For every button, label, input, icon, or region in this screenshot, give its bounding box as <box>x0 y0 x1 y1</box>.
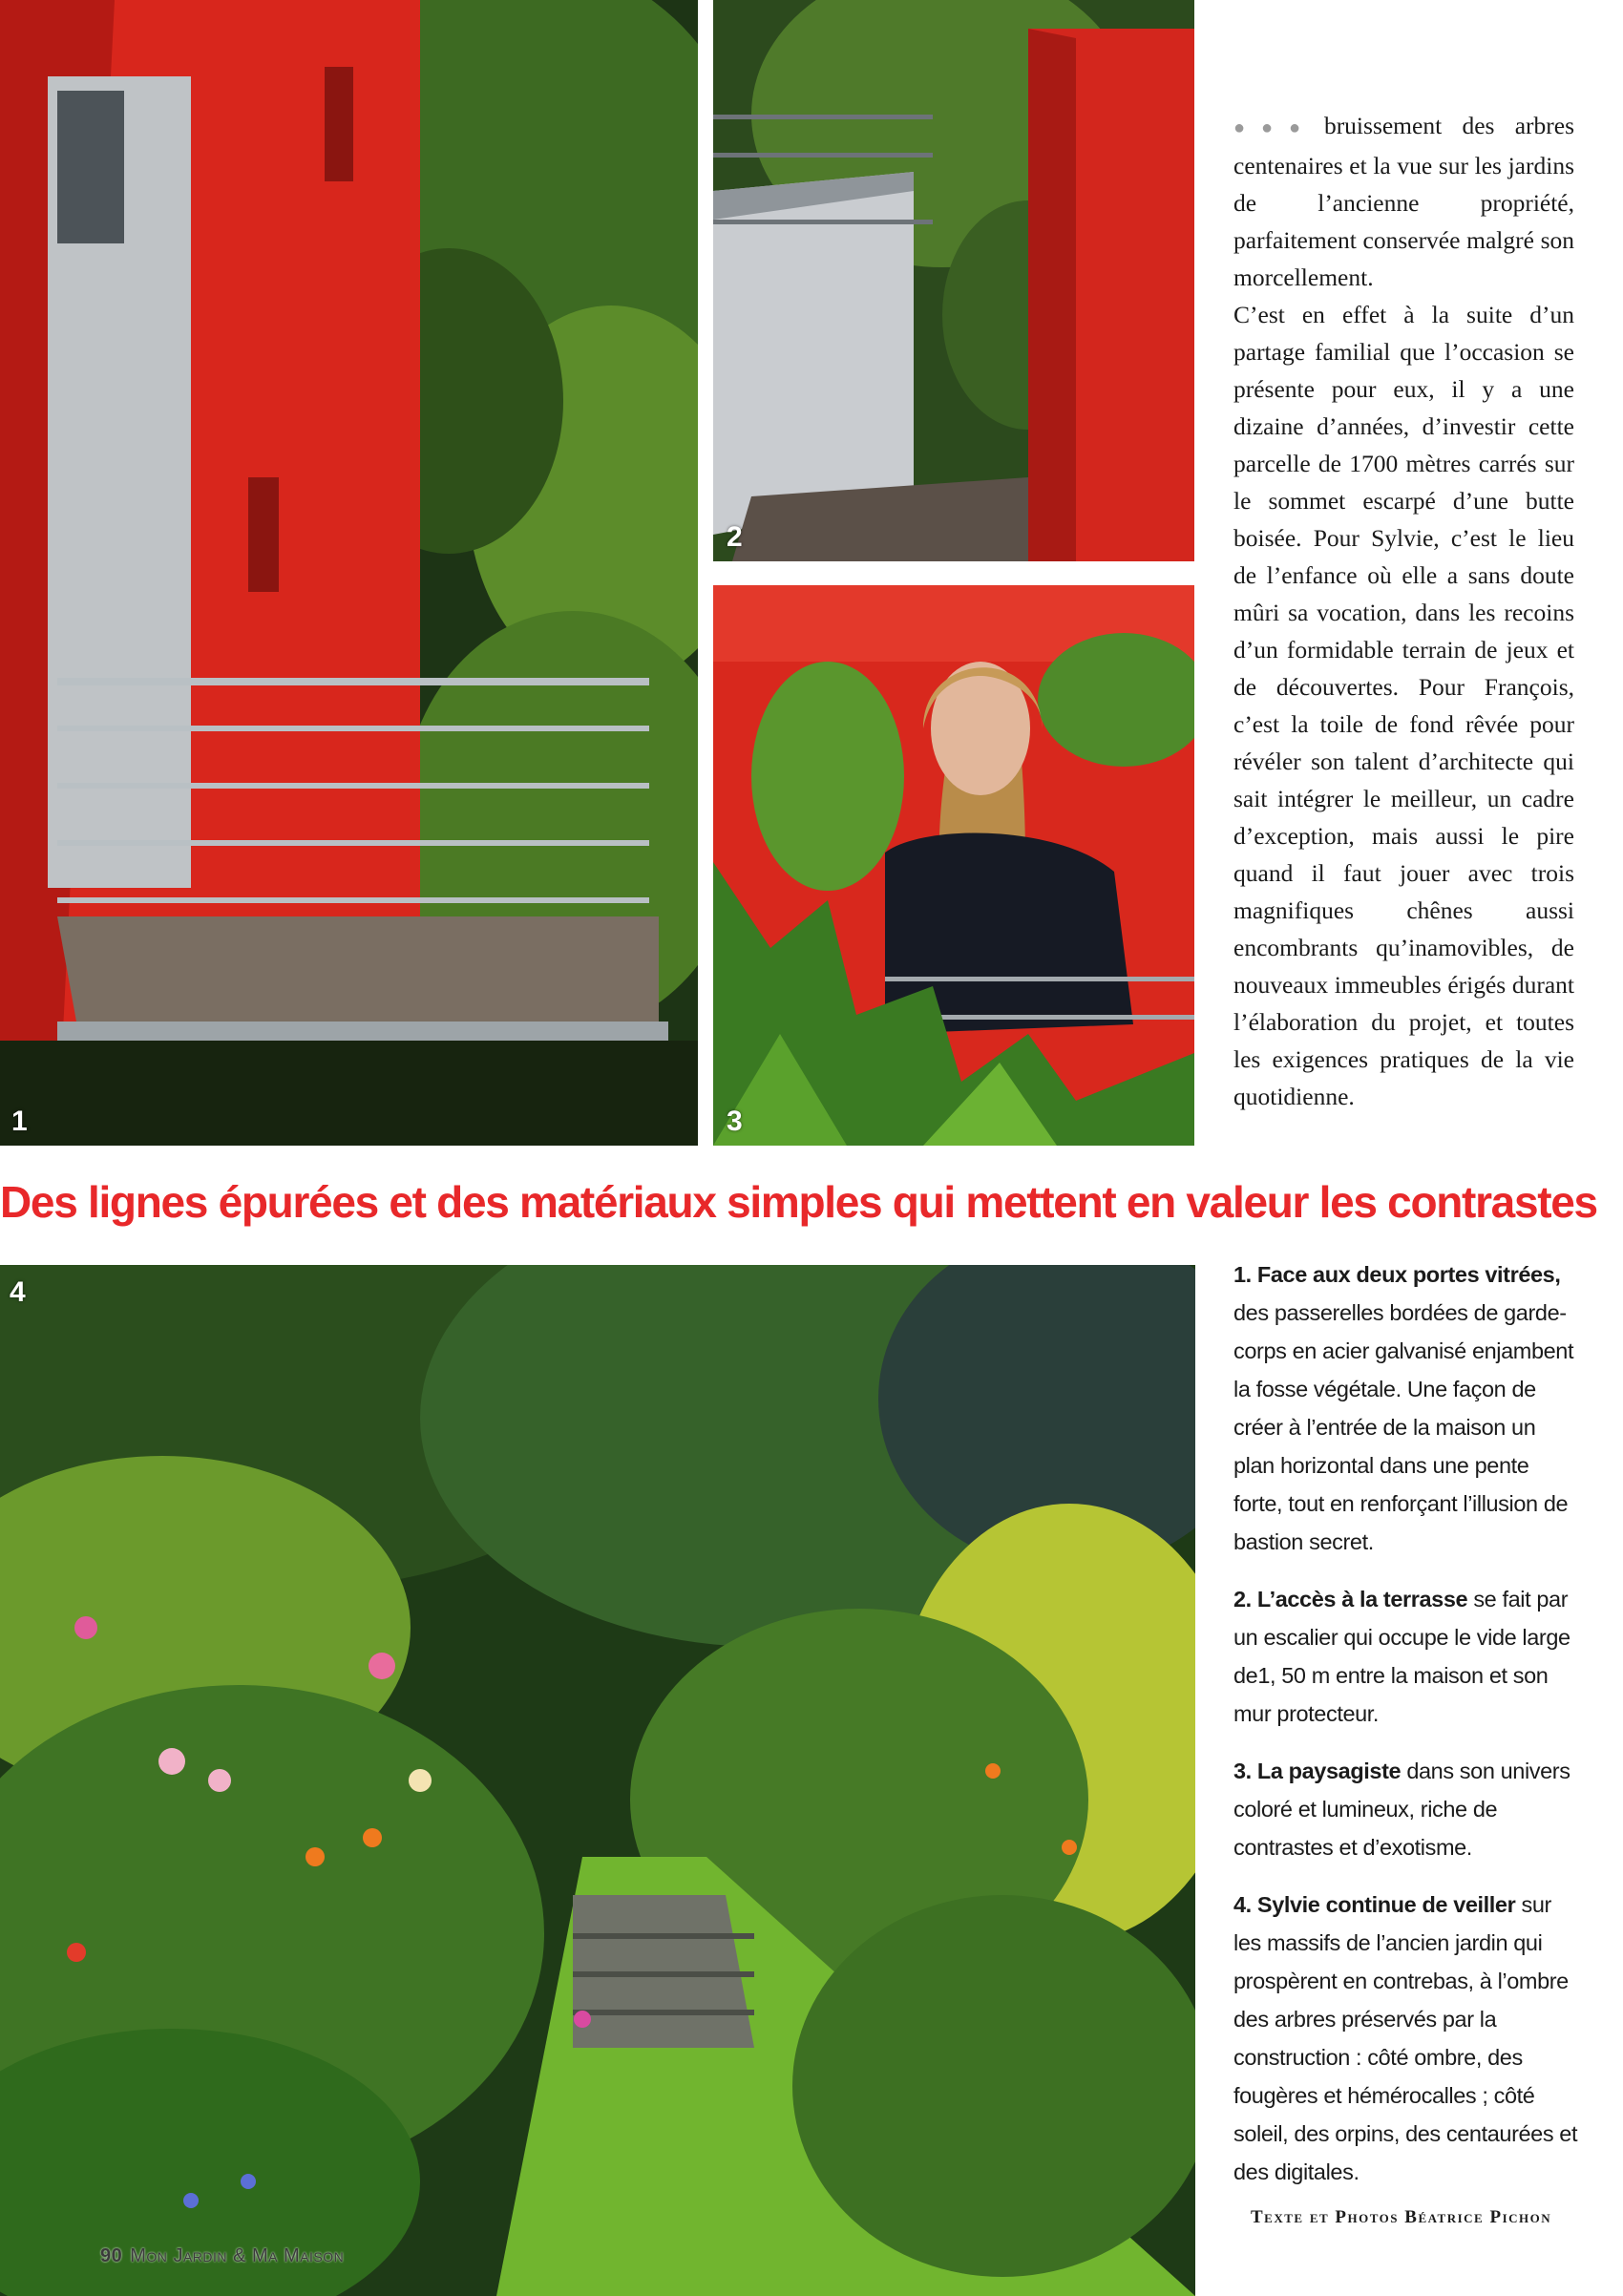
continuation-mark: ●●● <box>1233 117 1317 138</box>
photo-3-portrait <box>713 585 1194 1146</box>
headline: Des lignes épurées et des matériaux simples qui mettent en valeur les contrastes <box>0 1177 1597 1227</box>
photo-credit: Texte et Photos Béatrice Pichon <box>1251 2207 1552 2227</box>
photo-3-number: 3 <box>727 1106 743 1137</box>
page-number: 90 <box>100 2245 123 2266</box>
body-paragraph-1-text: bruissement des arbres centenaires et la vue sur les jardins de l’ancienne propriété, parfaitement conservée malgré son morcellement. <box>1233 112 1574 291</box>
body-paragraph-1 <box>1233 107 1574 296</box>
photo-2-stair-access <box>713 0 1194 561</box>
photo-4-image <box>0 1265 1195 2296</box>
caption-1-lead: 1. Face aux deux portes vitrées, <box>1233 1262 1561 1287</box>
caption-2 <box>1233 1580 1579 1733</box>
caption-2-text: se fait par un escalier qui occupe le vide large de1, 50 m entre la maison et son mur protecteur. <box>1233 1587 1570 1726</box>
caption-1-text: des passerelles bordées de garde-corps en acier galvanisé enjambent la fosse végétale. Une façon de créer à l’entrée de la maison un plan horizontal dans une pente forte, tout en renforçant l’illusion de bastion secret. <box>1233 1300 1574 1554</box>
caption-4-text: sur les massifs de l’ancien jardin qui prospèrent en contrebas, à l’ombre des arbres préservés par la construction : côté ombre, des fougères et hémérocalles ; côté soleil, des orpins, des centaurées et des digitales. <box>1233 1892 1578 2184</box>
photo-4-garden <box>0 1265 1195 2296</box>
photo-2-image <box>713 0 1194 561</box>
photo-1-number: 1 <box>11 1106 28 1137</box>
captions-column <box>1233 1255 1579 2210</box>
caption-3-lead: 3. La paysagiste <box>1233 1759 1402 1783</box>
photo-4-number: 4 <box>10 1276 26 1308</box>
photo-1-red-facade <box>0 0 698 1146</box>
caption-2-lead: 2. L’accès à la terrasse <box>1233 1587 1468 1611</box>
caption-3-text: dans son univers coloré et lumineux, riche de contrastes et d’exotisme. <box>1233 1759 1570 1860</box>
magazine-name: Mon Jardin & Ma Maison <box>130 2245 345 2266</box>
caption-4-lead: 4. Sylvie continue de veiller <box>1233 1892 1516 1917</box>
body-paragraph-2: C’est en effet à la suite d’un partage familial que l’occasion se présente pour eux, il y a une dizaine d’années, d’investir cette parcelle de 1700 mètres carrés sur le sommet escarpé d’une butte boisée. Pour Sylvie, c’est le lieu de l’enfance où elle a sans doute mûri sa vocation, dans les recoins d’un formidable terrain de jeux et de découvertes. Pour François, c’est la toile de fond rêvée pour révéler son talent d’architecte qui sait intégrer le meilleur, un cadre d’exception, mais aussi le pire quand il faut jouer avec trois magnifiques chênes aussi encombrants qu’inamovibles, de nouveaux immeubles érigés durant l’élaboration du projet, et toutes les exigences pratiques de la vie quotidienne. <box>1233 301 1574 1110</box>
photo-2-number: 2 <box>727 521 743 553</box>
photo-1-image <box>0 0 698 1146</box>
caption-1 <box>1233 1255 1579 1561</box>
body-text-column <box>1233 107 1574 1115</box>
caption-4 <box>1233 1885 1579 2191</box>
photo-3-image <box>713 585 1194 1146</box>
caption-3 <box>1233 1752 1579 1866</box>
page-folio <box>100 2245 344 2267</box>
